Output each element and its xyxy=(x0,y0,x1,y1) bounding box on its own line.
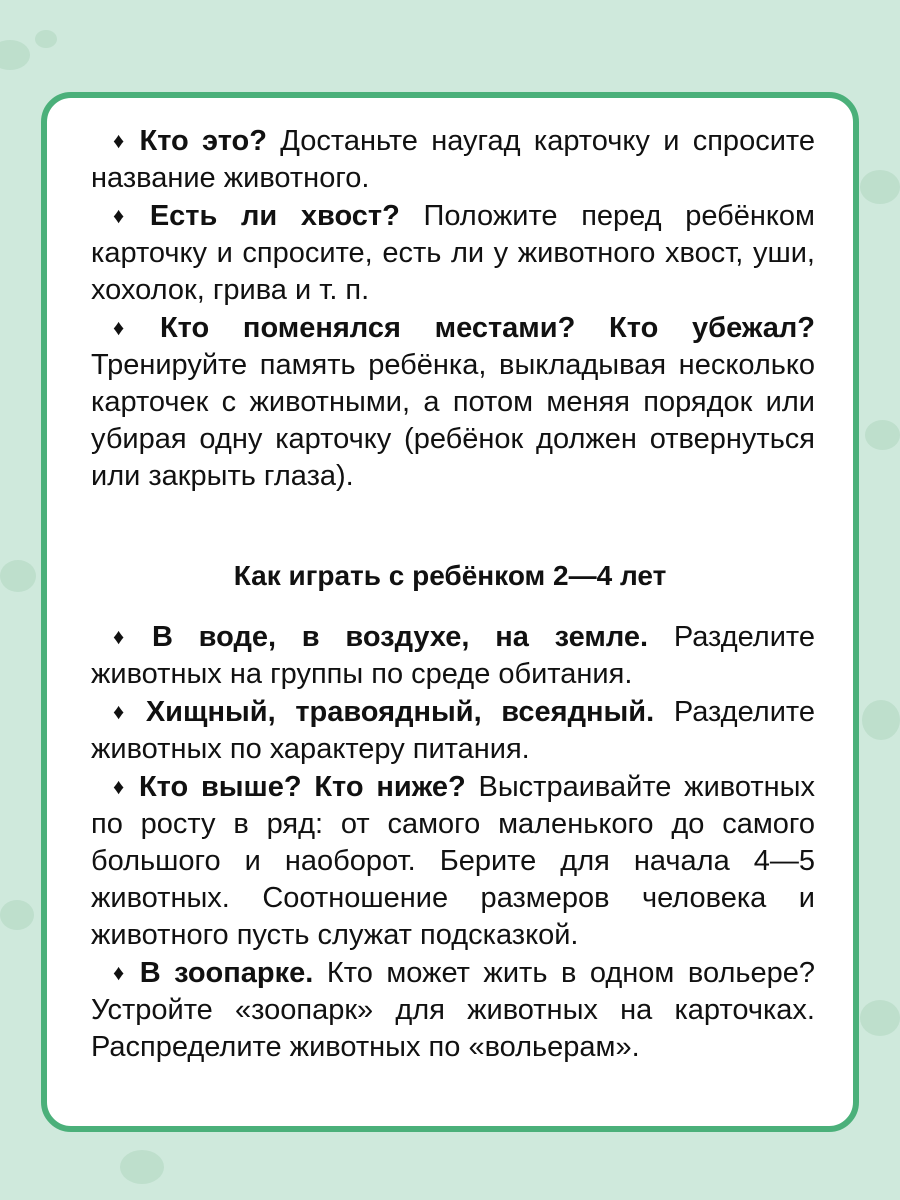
list-item xyxy=(91,618,815,693)
item-title: Кто это? xyxy=(139,125,267,157)
paw-print-decoration xyxy=(0,560,36,592)
item-title: Кто поменялся местами? Кто убежал? xyxy=(159,312,815,344)
item-text: Выстраивайте животных по росту в ряд: от самого маленького до самого большого и наоборот. Берите для начала 4—5 животных. Соотношение размеров человека и животного пусть служат подсказкой. xyxy=(91,771,815,951)
paw-print-decoration xyxy=(0,40,30,70)
list-item xyxy=(91,309,815,495)
item-title: Есть ли хвост? xyxy=(149,200,400,232)
list-item xyxy=(91,197,815,309)
item-title: Кто выше? Кто ниже? xyxy=(138,771,466,803)
item-text: Кто может жить в одном вольере? Устройте «зоопарк» для животных на карточках. Распределите животных по «вольерам». xyxy=(91,957,815,1063)
paw-print-decoration xyxy=(120,1150,164,1184)
item-text: Достаньте наугад карточку и спросите название животного. xyxy=(91,125,815,194)
paw-print-decoration xyxy=(862,700,900,740)
diamond-bullet-icon: ♦ xyxy=(113,128,130,153)
list-item xyxy=(91,954,815,1066)
diamond-bullet-icon: ♦ xyxy=(113,624,142,649)
section-2 xyxy=(91,618,815,1066)
list-item xyxy=(91,122,815,197)
diamond-bullet-icon: ♦ xyxy=(113,315,150,340)
section-1 xyxy=(91,122,815,495)
paw-print-decoration xyxy=(860,1000,900,1036)
item-text: Положите перед ребёнком карточку и спросите, есть ли у животного хвост, уши, хохолок, грива и т. п. xyxy=(91,200,815,306)
list-item xyxy=(91,768,815,954)
paw-print-decoration xyxy=(0,900,34,930)
instruction-card xyxy=(41,92,859,1132)
item-text: Тренируйте память ребёнка, выкладывая несколько карточек с животными, а потом меняя порядок или убирая одну карточку (ребёнок должен отвернуться или закрыть глаза). xyxy=(91,349,815,492)
section-heading: Как играть с ребёнком 2—4 лет xyxy=(233,560,667,591)
diamond-bullet-icon: ♦ xyxy=(113,960,130,985)
diamond-bullet-icon: ♦ xyxy=(113,203,140,228)
diamond-bullet-icon: ♦ xyxy=(113,774,129,799)
item-title: В воде, в воздухе, на земле. xyxy=(151,621,649,653)
diamond-bullet-icon: ♦ xyxy=(113,699,136,724)
item-text: Разделите животных на группы по среде обитания. xyxy=(91,621,815,690)
item-title: Хищный, травоядный, всеядный. xyxy=(145,696,655,728)
paw-print-decoration xyxy=(865,420,900,450)
item-text: Разделите животных по характеру питания. xyxy=(91,696,815,765)
item-title: В зоопарке. xyxy=(139,957,314,989)
list-item xyxy=(91,693,815,768)
paw-print-decoration xyxy=(860,170,900,204)
paw-print-decoration xyxy=(35,30,57,48)
